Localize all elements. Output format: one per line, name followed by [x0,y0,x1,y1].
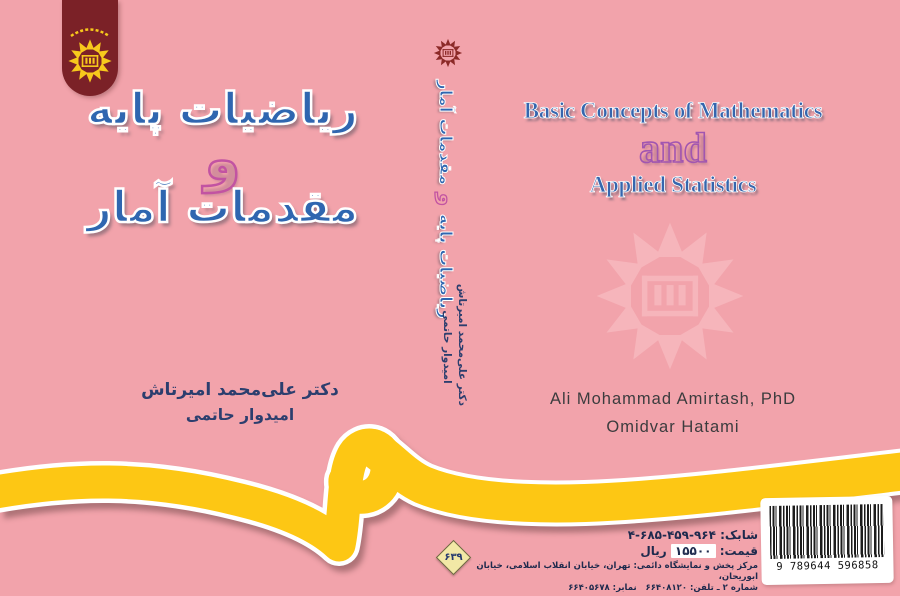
persian-author-1: دکتر علی‌محمد امیرتاش [141,380,339,400]
spine-title-conjunction: و [435,192,459,206]
barcode-number: 9 789644 596858 [776,559,879,573]
address-line: مرکز پخش و نمایشگاه دائمی: تهران، خیابان انقلاب اسلامی، خیابان ابوریحان، [476,561,758,582]
phone-fax-line: شماره ۲ ـ تلفن: ۶۶۴۰۸۱۲۰ نمابر: ۶۶۴۰۵۶۷۸ [568,583,758,594]
english-title-line2: Applied Statistics [589,172,757,198]
price-line [458,544,758,559]
english-author-2: Omidvar Hatami [606,418,740,436]
barcode-bars [769,504,884,559]
english-author-1: Ali Mohammad Amirtash, PhD [549,390,797,408]
persian-author-2: امیدوار حاتمی [185,406,295,424]
spine-author-1: دکتر علی‌محمد امیرتاش [456,283,468,406]
price-label: قیمت: [719,544,758,558]
spine-title-part2: مقدمات آمار [435,80,455,186]
spine-title-part1: ریاضیات پایه [435,213,455,319]
english-title-conjunction: and [639,126,707,172]
english-title-line1: Basic Concepts of Mathematics [523,98,823,123]
imprint-block [458,528,758,594]
barcode [760,496,893,585]
persian-title-conjunction: و [204,125,241,193]
series-number: ۶۳۹ [444,552,463,563]
persian-title-line2: مقدمات آمار [86,182,359,233]
isbn-line: شابک: ۹۶۴-۴۵۹-۶۸۵-۴ [627,528,758,542]
price-unit: ریال [640,544,667,558]
spine-author-2: امیدوار حاتمی [441,310,453,384]
price-value: ۱۵۵۰۰ [671,544,716,558]
persian-title-line1: ریاضیات پایه [86,84,359,135]
